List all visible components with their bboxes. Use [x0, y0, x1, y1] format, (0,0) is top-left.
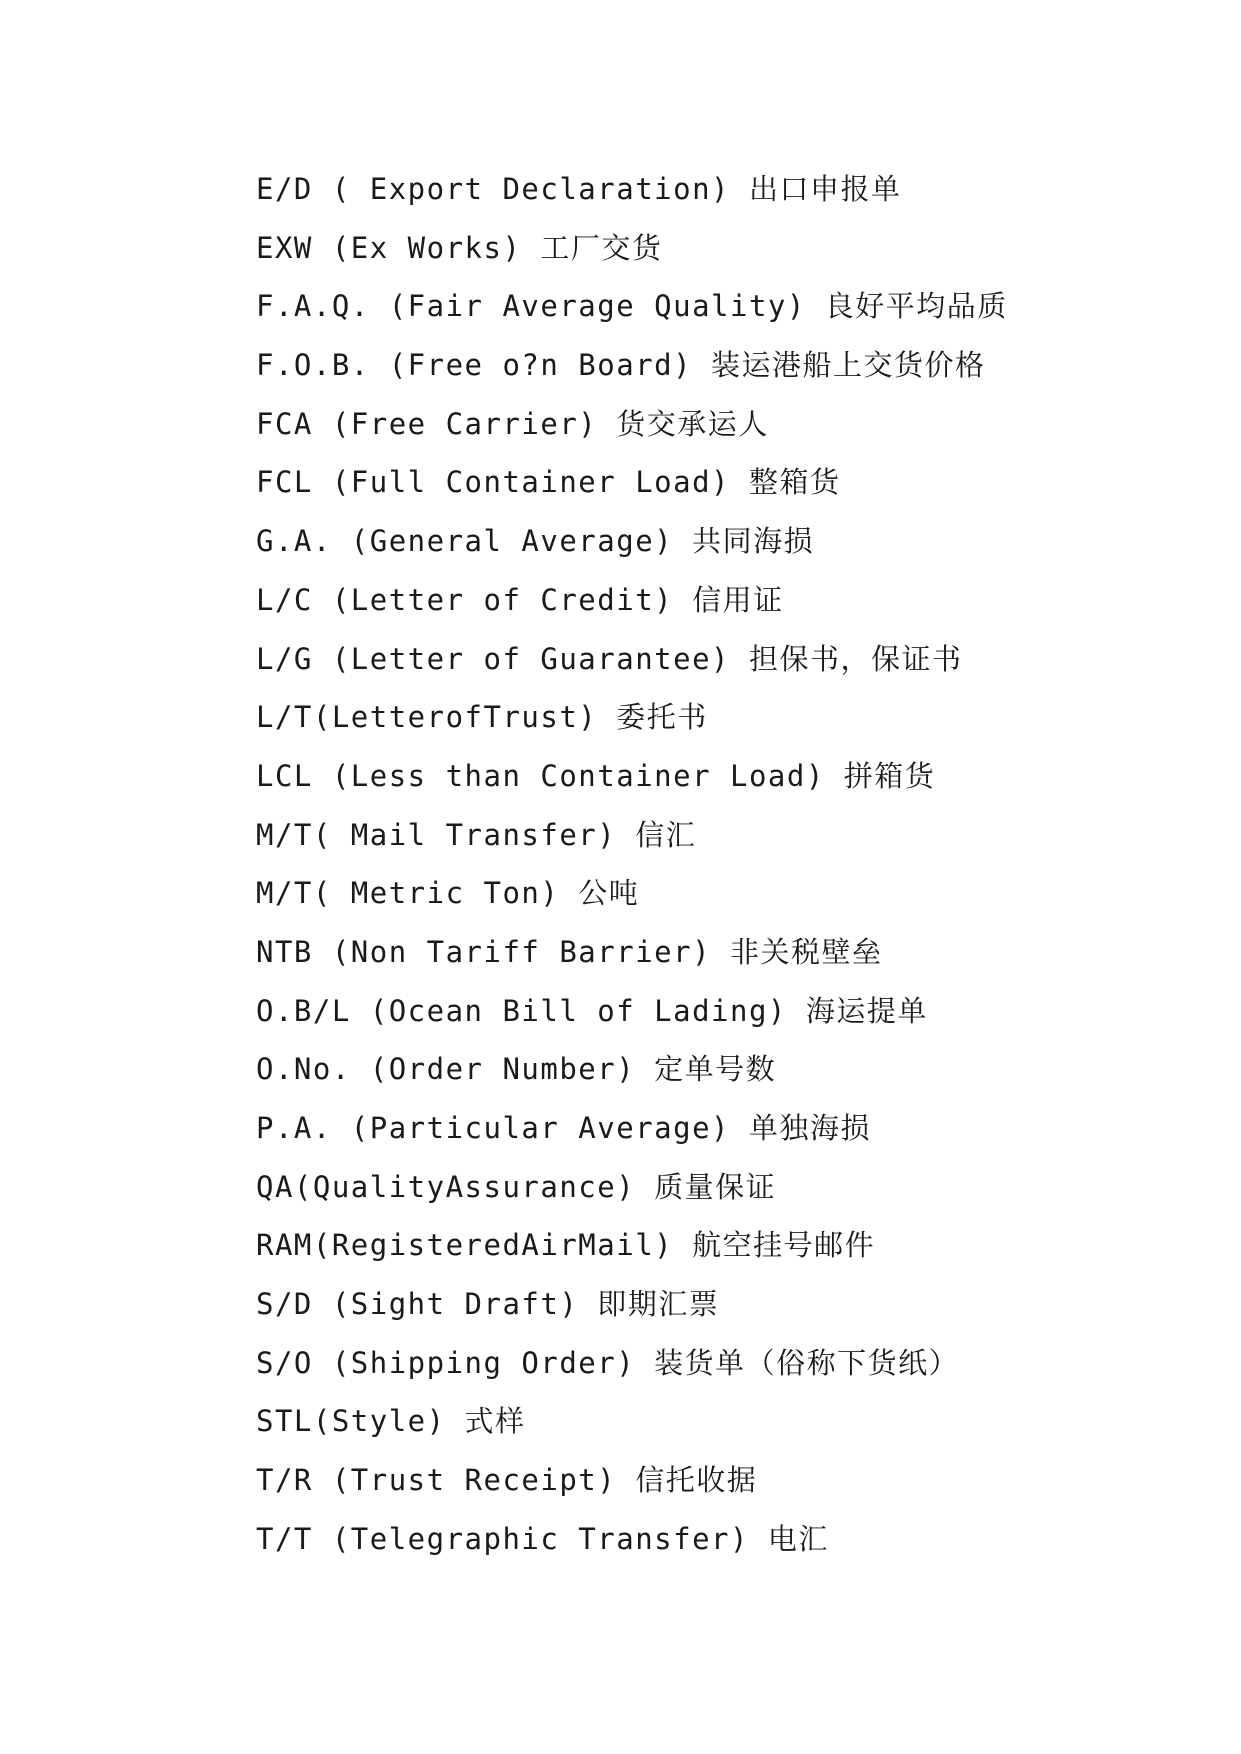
glossary-entry-faq: F.A.Q. (Fair Average Quality) 良好平均品质 [256, 289, 1008, 324]
glossary-entry-ram: RAM(RegisteredAirMail) 航空挂号邮件 [256, 1228, 876, 1263]
glossary-entry-so: S/O (Shipping Order) 装货单（俗称下货纸） [256, 1345, 960, 1380]
glossary-entry-tt: T/T (Telegraphic Transfer) 电汇 [256, 1521, 829, 1556]
glossary-entry-fob: F.O.B. (Free o?n Board) 装运港船上交货价格 [256, 348, 986, 383]
glossary-entry-ntb: NTB (Non Tariff Barrier) 非关税壁垒 [256, 934, 883, 969]
glossary-list [256, 160, 1008, 1569]
glossary-entry-mt-mail: M/T( Mail Transfer) 信汇 [256, 817, 697, 852]
glossary-entry-pa: P.A. (Particular Average) 单独海损 [256, 1111, 871, 1145]
glossary-entry-ed: E/D ( Export Declaration) 出口申报单 [256, 172, 902, 206]
glossary-entry-sd: S/D (Sight Draft) 即期汇票 [256, 1287, 720, 1322]
glossary-entry-fca: FCA (Free Carrier) 货交承运人 [256, 406, 769, 441]
glossary-entry-stl: STL(Style) 式样 [256, 1404, 526, 1439]
glossary-entry-lt: L/T(LetterofTrust) 委托书 [256, 700, 708, 735]
glossary-entry-lg: L/G (Letter of Guarantee) 担保书，保证书 [256, 641, 963, 676]
glossary-entry-lc: L/C (Letter of Credit) 信用证 [256, 582, 784, 617]
glossary-entry-lcl: LCL (Less than Container Load) 拼箱货 [256, 758, 936, 793]
glossary-entry-ga: G.A. (General Average) 共同海损 [256, 524, 815, 559]
glossary-entry-ono: O.No. (Order Number) 定单号数 [256, 1052, 777, 1087]
glossary-entry-exw: EXW (Ex Works) 工厂交货 [256, 230, 663, 265]
glossary-entry-mt-metric: M/T( Metric Ton) 公吨 [256, 876, 640, 911]
glossary-entry-fcl: FCL (Full Container Load) 整箱货 [256, 465, 841, 500]
glossary-entry-obl: O.B/L (Ocean Bill of Lading) 海运提单 [256, 993, 928, 1028]
glossary-entry-tr: T/R (Trust Receipt) 信托收据 [256, 1463, 758, 1498]
glossary-entry-qa: QA(QualityAssurance) 质量保证 [256, 1169, 777, 1204]
